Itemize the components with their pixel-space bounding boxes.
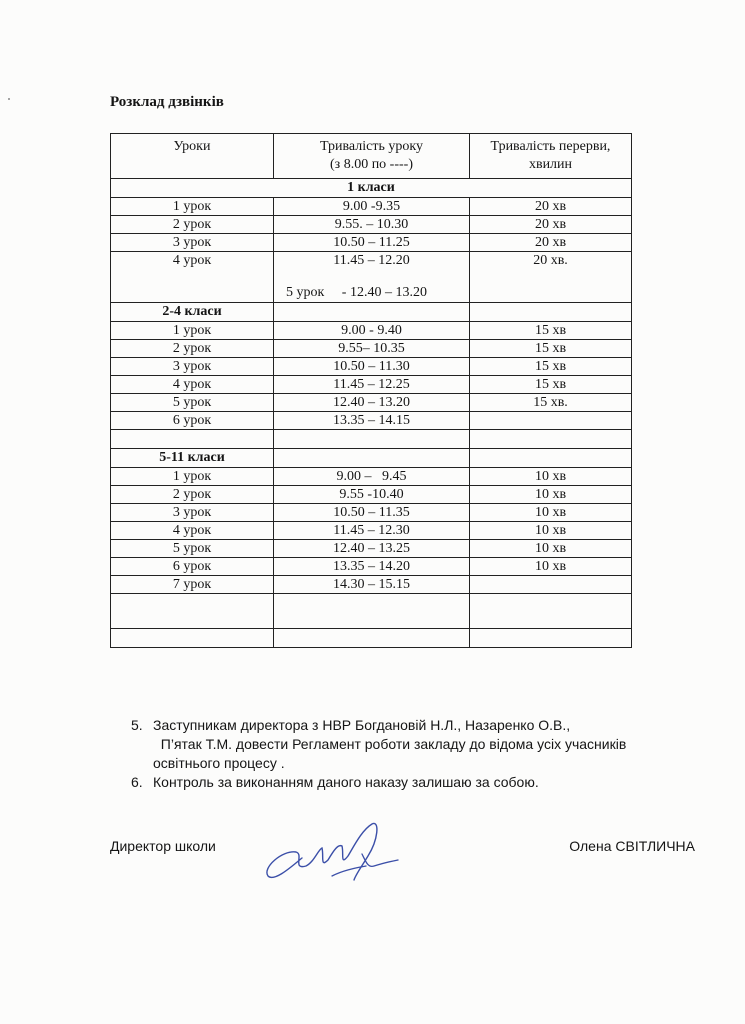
break-cell: 20 хв xyxy=(470,234,632,252)
section-title: 2-4 класи xyxy=(111,303,274,322)
table-header-row xyxy=(111,134,632,179)
signature-stroke xyxy=(332,854,398,876)
lesson-cell: 4 урок xyxy=(111,522,274,540)
break-cell: 15 хв xyxy=(470,376,632,394)
table-row xyxy=(111,522,632,540)
break-cell: 20 хв. xyxy=(470,252,632,303)
table-row xyxy=(111,216,632,234)
section-row-grade-5-11 xyxy=(111,449,632,468)
break-cell: 10 хв xyxy=(470,468,632,486)
break-cell: 20 хв xyxy=(470,198,632,216)
empty-cell xyxy=(470,449,632,468)
empty-row xyxy=(111,594,632,629)
time-cell: 12.40 – 13.25 xyxy=(274,540,470,558)
time-value: 11.45 – 12.20 xyxy=(333,253,410,268)
time-cell: 9.55 -10.40 xyxy=(274,486,470,504)
table-row xyxy=(111,468,632,486)
table-row xyxy=(111,322,632,340)
empty-cell xyxy=(470,430,632,449)
break-cell: 10 хв xyxy=(470,486,632,504)
signer-name: Олена СВІТЛИЧНА xyxy=(569,838,695,854)
lesson-cell: 4 урок xyxy=(111,252,274,303)
signer-position: Директор школи xyxy=(110,838,216,854)
lesson-cell: 4 урок xyxy=(111,376,274,394)
table-row xyxy=(111,504,632,522)
bell-schedule-table xyxy=(110,133,632,648)
time-cell: 10.50 – 11.35 xyxy=(274,504,470,522)
order-notes xyxy=(131,716,691,792)
lesson-cell: 3 урок xyxy=(111,504,274,522)
time-cell: 10.50 – 11.25 xyxy=(274,234,470,252)
lesson-cell: 1 урок xyxy=(111,198,274,216)
break-cell: 15 хв xyxy=(470,358,632,376)
empty-cell xyxy=(274,430,470,449)
table-row xyxy=(111,486,632,504)
table-row xyxy=(111,340,632,358)
break-cell: 10 хв xyxy=(470,558,632,576)
lesson-cell: 7 урок xyxy=(111,576,274,594)
break-cell: 10 хв xyxy=(470,522,632,540)
extra-lesson-note: 5 урок - 12.40 – 13.20 xyxy=(286,285,427,300)
note-line: П’ятак Т.М. довести Регламент роботи закладу до відома усіх учасників xyxy=(153,736,627,752)
note-number: 5. xyxy=(131,717,143,733)
time-cell: 9.00 - 9.40 xyxy=(274,322,470,340)
lesson-cell: 2 урок xyxy=(111,340,274,358)
time-cell: 11.45 – 12.30 xyxy=(274,522,470,540)
table-row xyxy=(111,412,632,430)
table-row xyxy=(111,376,632,394)
table-row xyxy=(111,198,632,216)
break-cell: 10 хв xyxy=(470,540,632,558)
note-number: 6. xyxy=(131,774,143,790)
time-cell: 13.35 – 14.15 xyxy=(274,412,470,430)
break-cell xyxy=(470,412,632,430)
break-cell: 15 хв. xyxy=(470,394,632,412)
empty-cell xyxy=(274,449,470,468)
lesson-cell: 1 урок xyxy=(111,468,274,486)
time-cell: 9.00 -9.35 xyxy=(274,198,470,216)
header-lessons: Уроки xyxy=(111,134,274,179)
section-row-grade-2-4 xyxy=(111,303,632,322)
lesson-cell: 2 урок xyxy=(111,486,274,504)
note-line: Контроль за виконанням даного наказу залишаю за собою. xyxy=(153,774,539,790)
table-row xyxy=(111,358,632,376)
lesson-cell: 2 урок xyxy=(111,216,274,234)
section-title: 1 класи xyxy=(111,179,632,198)
time-cell: 14.30 – 15.15 xyxy=(274,576,470,594)
table-row xyxy=(111,576,632,594)
table-row xyxy=(111,394,632,412)
scan-speck xyxy=(8,98,10,100)
lesson-cell: 5 урок xyxy=(111,540,274,558)
break-cell xyxy=(470,576,632,594)
lesson-cell: 5 урок xyxy=(111,394,274,412)
empty-cell xyxy=(274,303,470,322)
empty-cell xyxy=(470,629,632,648)
break-cell: 15 хв xyxy=(470,340,632,358)
table-row xyxy=(111,252,632,303)
note-item xyxy=(131,773,691,792)
header-lesson-duration: Тривалість уроку (з 8.00 по ----) xyxy=(274,134,470,179)
break-cell: 20 хв xyxy=(470,216,632,234)
empty-cell xyxy=(111,629,274,648)
empty-row xyxy=(111,629,632,648)
lesson-cell: 6 урок xyxy=(111,412,274,430)
break-cell: 10 хв xyxy=(470,504,632,522)
lesson-cell: 3 урок xyxy=(111,234,274,252)
time-cell: 9.55. – 10.30 xyxy=(274,216,470,234)
time-cell: 9.00 – 9.45 xyxy=(274,468,470,486)
section-row-grade-1 xyxy=(111,179,632,198)
table-row xyxy=(111,234,632,252)
note-line: Заступникам директора з НВР Богдановій Н.Л., Назаренко О.В., xyxy=(153,717,571,733)
table-row xyxy=(111,558,632,576)
note-line: освітнього процесу . xyxy=(153,755,285,771)
signature-stroke xyxy=(267,823,377,880)
time-cell: 13.35 – 14.20 xyxy=(274,558,470,576)
break-cell: 15 хв xyxy=(470,322,632,340)
header-break-duration: Тривалість перерви, хвилин xyxy=(470,134,632,179)
time-cell: 9.55– 10.35 xyxy=(274,340,470,358)
empty-cell xyxy=(111,594,274,629)
section-title: 5-11 класи xyxy=(111,449,274,468)
time-cell xyxy=(274,252,470,303)
table-row xyxy=(111,540,632,558)
empty-cell xyxy=(470,594,632,629)
time-cell: 12.40 – 13.20 xyxy=(274,394,470,412)
empty-cell xyxy=(274,594,470,629)
page-title: Розклад дзвінків xyxy=(110,94,224,110)
lesson-cell: 6 урок xyxy=(111,558,274,576)
lesson-cell: 1 урок xyxy=(111,322,274,340)
empty-cell xyxy=(111,430,274,449)
empty-row xyxy=(111,430,632,449)
time-cell: 11.45 – 12.25 xyxy=(274,376,470,394)
empty-cell xyxy=(274,629,470,648)
lesson-cell: 3 урок xyxy=(111,358,274,376)
handwritten-signature xyxy=(262,810,412,890)
empty-cell xyxy=(470,303,632,322)
note-item xyxy=(131,716,691,773)
time-cell: 10.50 – 11.30 xyxy=(274,358,470,376)
